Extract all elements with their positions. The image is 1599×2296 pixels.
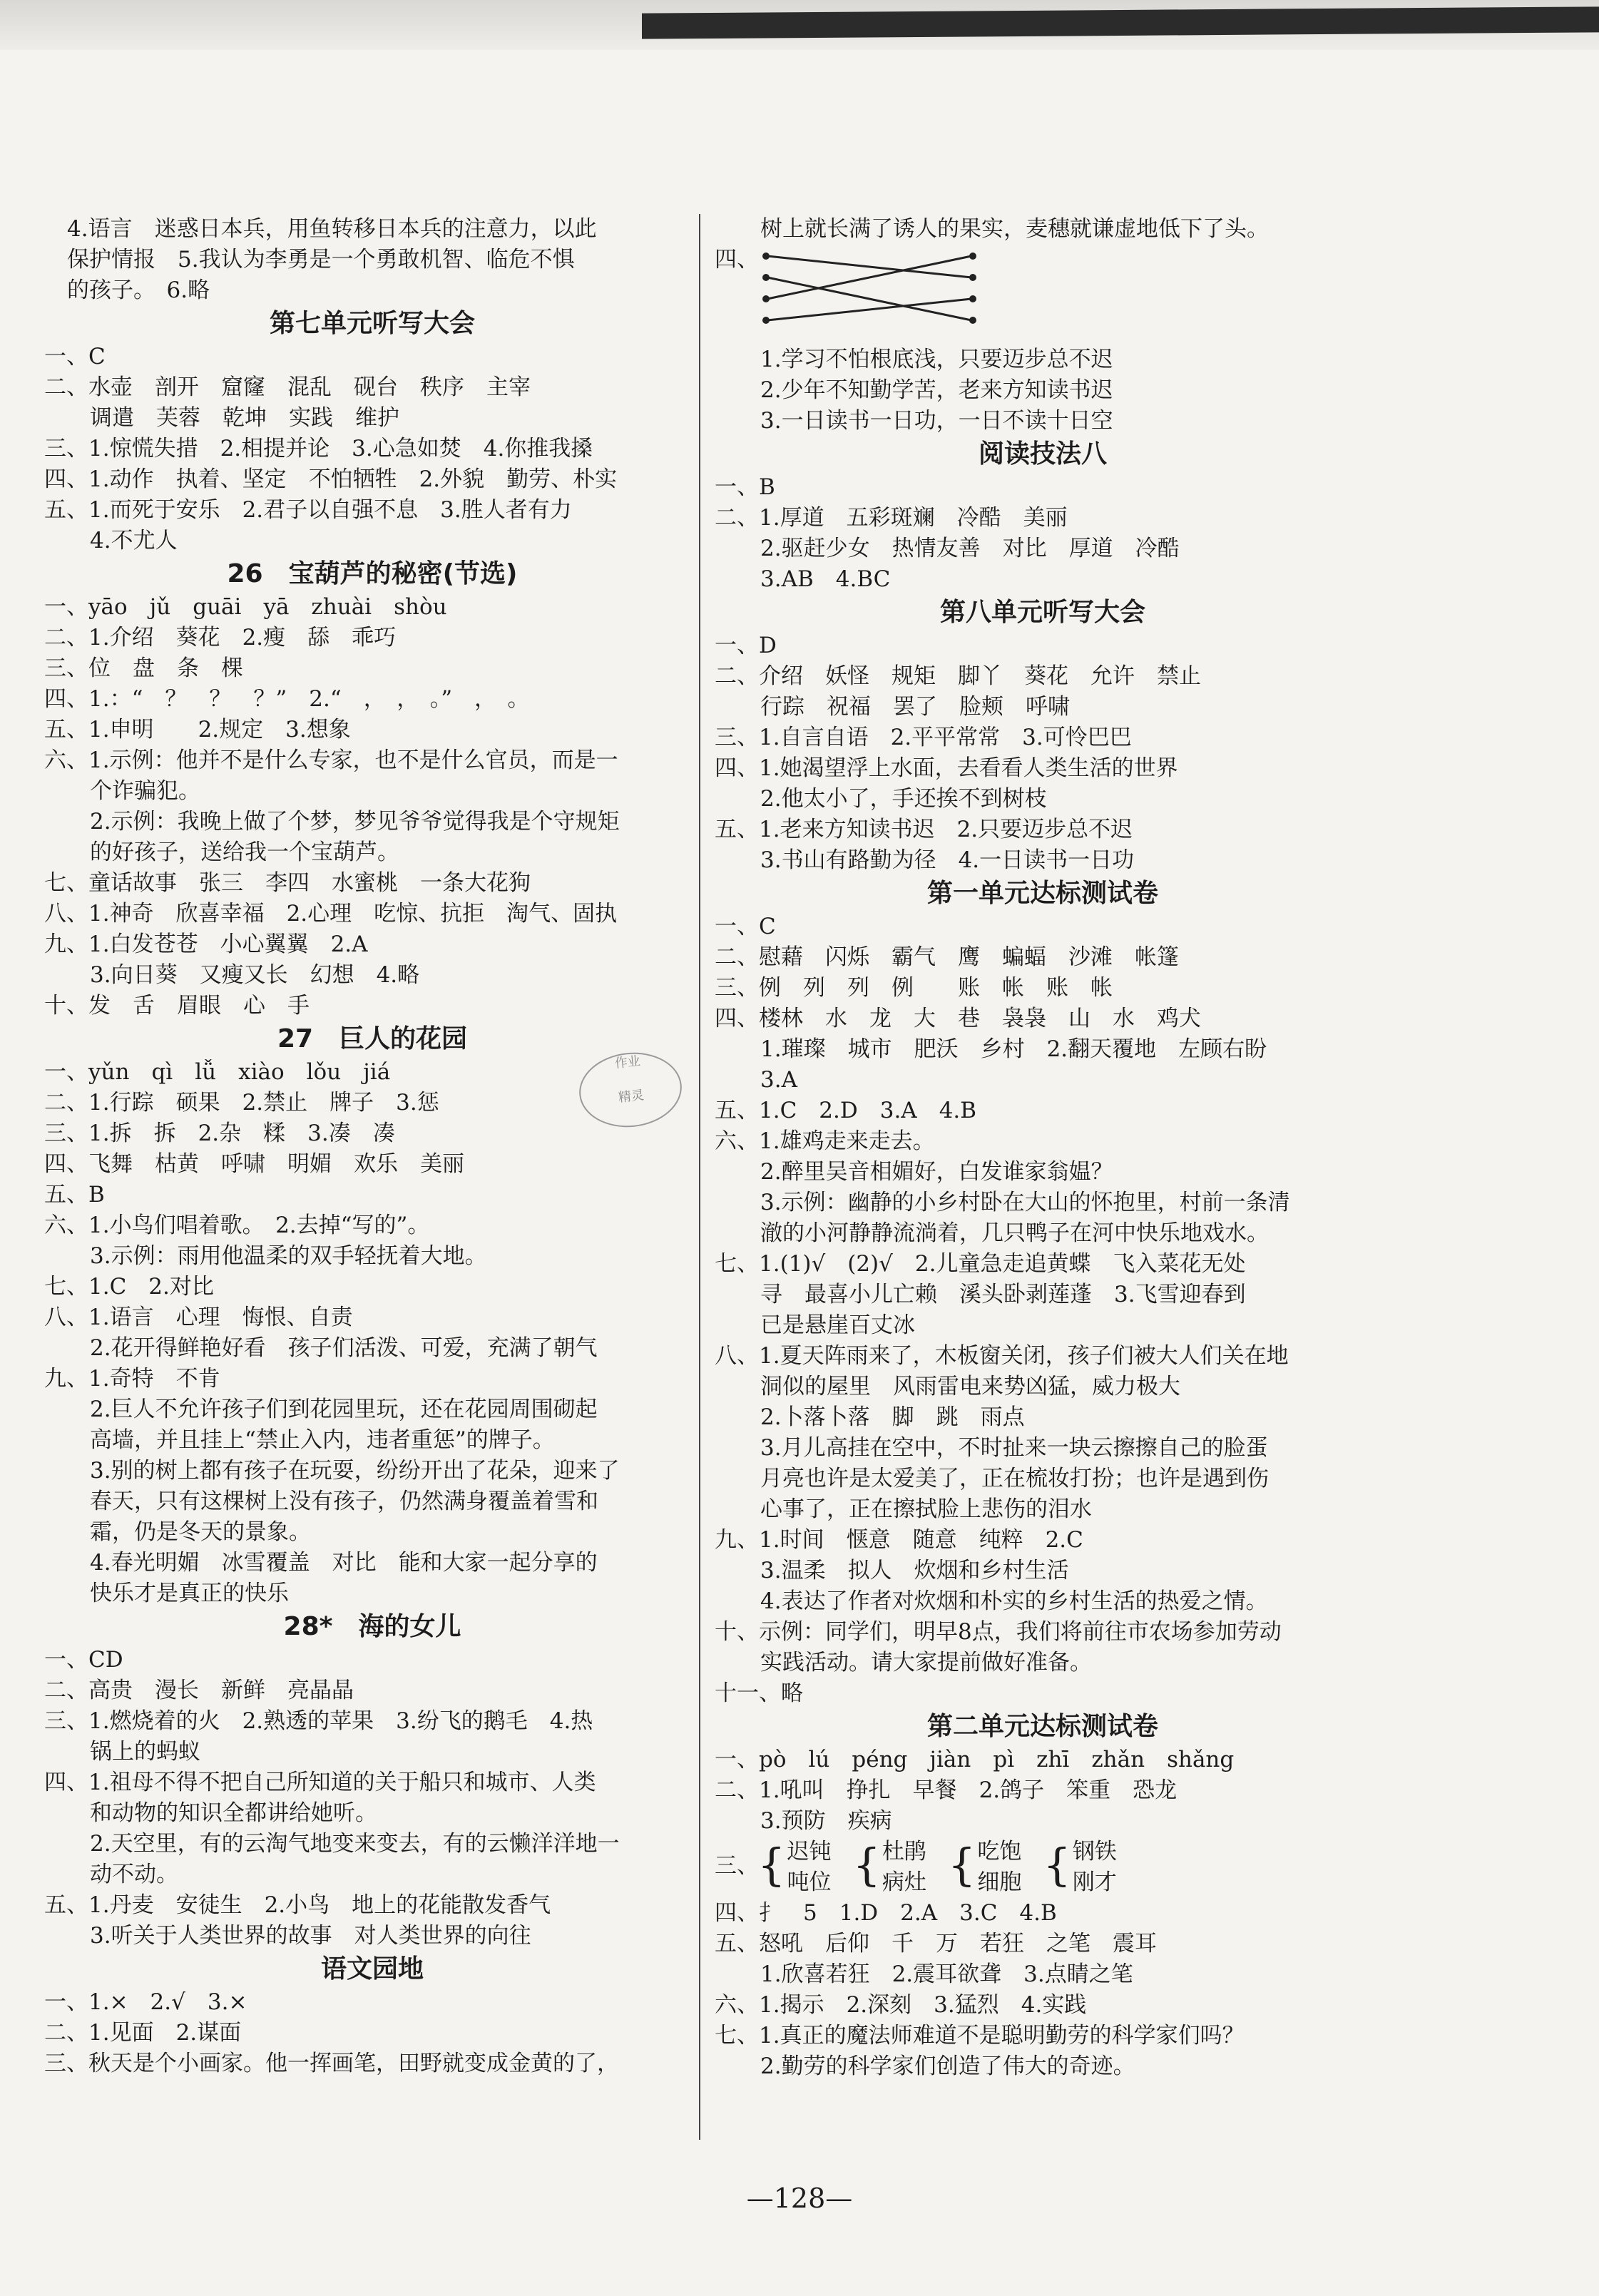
- brace-word: 刚才: [1072, 1869, 1117, 1895]
- brace-symbol: {: [757, 1839, 786, 1891]
- answer-line: 四、1.她渴望浮上水面，去看看人类生活的世界: [715, 755, 1178, 781]
- answer-line: 四、1.祖母不得不把自己所知道的关于船只和城市、人类: [44, 1770, 596, 1795]
- answer-line: 六、1.雄鸡走来走去。: [715, 1128, 935, 1154]
- matching-question: [715, 245, 1371, 345]
- answer-line: 二、1.厚道 五彩斑斓 冷酷 美丽: [715, 505, 1068, 531]
- answer-line: 一、1.× 2.√ 3.×: [44, 1989, 247, 2015]
- answer-line: 3.书山有路勤为径 4.一日读书一日功: [760, 847, 1135, 873]
- section-heading: 阅读技法八: [978, 439, 1107, 469]
- stamp-text-bottom: 精灵: [617, 1088, 645, 1106]
- brace-group: [852, 1837, 926, 1898]
- answer-line: 二、1.介绍 葵花 2.瘦 舔 乖巧: [44, 625, 397, 650]
- left-dot: [762, 317, 770, 324]
- answer-line: 八、1.语言 心理 悔恨、自责: [44, 1305, 353, 1330]
- answer-line: 三、1.燃烧着的火 2.熟透的苹果 3.纷飞的鹅毛 4.热: [44, 1708, 593, 1734]
- matching-lines-diagram: [757, 248, 986, 340]
- answer-line: 2.勤劳的科学家们创造了伟大的奇迹。: [760, 2053, 1135, 2079]
- answer-line: 三、秋天是个小画家。他一挥画笔，田野就变成金黄的了，: [44, 2051, 619, 2076]
- left-dot: [762, 274, 770, 281]
- answer-line: 的好孩子，送给我一个宝葫芦。: [90, 840, 399, 865]
- answer-line: 五、怒吼 后仰 千 万 若狂 之笔 震耳: [715, 1931, 1157, 1956]
- answer-line: 4.语言 迷惑日本兵，用鱼转移日本兵的注意力，以此: [67, 216, 597, 242]
- answer-line: 八、1.夏天阵雨来了，木板窗关闭，孩子们被大人们关在地: [715, 1343, 1289, 1369]
- section-heading: 第七单元听写大会: [269, 309, 475, 338]
- answer-line: 二、1.吼叫 挣扎 早餐 2.鸽子 笨重 恐龙: [715, 1777, 1177, 1803]
- answer-line: 二、慰藉 闪烁 霸气 鹰 蝙蝠 沙滩 帐篷: [715, 944, 1179, 970]
- answer-line: 二、水壶 剖开 窟窿 混乱 砚台 秩序 主宰: [44, 374, 531, 400]
- answer-line: 和动物的知识全都讲给她听。: [90, 1800, 377, 1826]
- answer-line: 四、飞舞 枯黄 呼啸 明媚 欢乐 美丽: [44, 1151, 464, 1177]
- answer-line: 锅上的蚂蚁: [90, 1739, 200, 1765]
- answer-line: 一、C: [44, 344, 106, 369]
- answer-line: 3.向日葵 又瘦又长 幻想 4.略: [90, 962, 420, 988]
- scan-top-edge: [0, 0, 1599, 50]
- answer-line: 1.学习不怕根底浅，只要迈步总不迟: [760, 347, 1113, 372]
- answer-line: 2.巨人不允许孩子们到花园里玩，还在花园周围砌起: [90, 1397, 598, 1422]
- brace-word: 吃饱: [977, 1839, 1022, 1864]
- answer-line: 3.示例：幽静的小乡村卧在大山的怀抱里，村前一条清: [760, 1190, 1290, 1215]
- answer-line: 十一、略: [715, 1680, 803, 1706]
- answer-line: 4.春光明媚 冰雪覆盖 对比 能和大家一起分享的: [90, 1550, 598, 1576]
- answer-line: 七、1.(1)√ (2)√ 2.儿童急走追黄蝶 飞入菜花无处: [715, 1251, 1246, 1277]
- answer-line: 一、C: [715, 914, 776, 939]
- answer-line: 九、1.时间 惬意 随意 纯粹 2.C: [715, 1527, 1083, 1553]
- answer-line: 2.驱赶少女 热情友善 对比 厚道 冷酷: [760, 536, 1180, 561]
- answer-line: 四、1.动作 执着、坚定 不怕牺牲 2.外貌 勤劳、朴实: [44, 466, 618, 492]
- brace-symbol: {: [1043, 1839, 1071, 1891]
- answer-line: 2.卜落卜落 脚 跳 雨点: [760, 1404, 1025, 1430]
- answer-line: 3.AB 4.BC: [760, 566, 891, 592]
- brace-word: 细胞: [977, 1869, 1022, 1895]
- answer-line: 4.不尤人: [90, 528, 178, 553]
- answer-line: 五、1.丹麦 安徒生 2.小鸟 地上的花能散发香气: [44, 1892, 551, 1918]
- answer-line: 3.听关于人类世界的故事 对人类世界的向往: [90, 1923, 531, 1949]
- answer-line: 月亮也许是太爱美了，正在梳妆打扮；也许是遇到伤: [760, 1466, 1269, 1491]
- answer-line: 4.表达了作者对炊烟和朴实的乡村生活的热爱之情。: [760, 1588, 1268, 1614]
- answer-line: 三、例 列 列 例 账 帐 账 帐: [715, 975, 1113, 1001]
- brace-symbol: {: [852, 1839, 881, 1891]
- answer-line: 心事了，正在擦拭脸上悲伤的泪水: [760, 1496, 1092, 1522]
- answer-line: 四、扌 5 1.D 2.A 3.C 4.B: [715, 1900, 1057, 1926]
- brace-word: 迟钝: [787, 1839, 832, 1864]
- brace-word: 钢铁: [1072, 1839, 1117, 1864]
- answer-line: 一、yǔn qì lǚ xiào lǒu jiá: [44, 1059, 391, 1085]
- matching-line: [767, 256, 971, 277]
- answer-line: 二、高贵 漫长 新鲜 亮晶晶: [44, 1678, 354, 1703]
- answer-line: 快乐才是真正的快乐: [90, 1581, 289, 1606]
- answer-line: 动不动。: [90, 1862, 178, 1887]
- answer-line: 五、1.C 2.D 3.A 4.B: [715, 1098, 977, 1123]
- answer-line: 2.花开得鲜艳好看 孩子们活泼、可爱，充满了朝气: [90, 1335, 598, 1361]
- right-column: [715, 214, 1371, 2082]
- brace-group: [757, 1837, 831, 1898]
- right-dot: [969, 252, 976, 260]
- answer-line: 3.温柔 拟人 炊烟和乡村生活: [760, 1558, 1069, 1583]
- answer-line: 树上就长满了诱人的果实，麦穗就谦虚地低下了头。: [760, 216, 1269, 242]
- answer-line: 一、B: [715, 474, 775, 500]
- brace-word: 病灶: [882, 1869, 926, 1895]
- section-heading: 第二单元达标测试卷: [926, 1712, 1158, 1741]
- brace-symbol: {: [947, 1839, 976, 1891]
- answer-line: 行踪 祝福 罢了 脸颊 呼啸: [760, 694, 1070, 720]
- answer-line: 2.少年不知勤学苦，老来方知读书迟: [760, 377, 1113, 403]
- answer-line: 澈的小河静静流淌着，几只鸭子在河中快乐地戏水。: [760, 1220, 1269, 1246]
- answer-line: 四、1.：“ ？ ？ ？” 2.“ ， ， 。” ， 。: [44, 686, 530, 712]
- left-column: [44, 214, 700, 2079]
- answer-line: 五、1.申明 2.规定 3.想象: [44, 717, 351, 743]
- answer-line: 三、1.自言自语 2.平平常常 3.可怜巴巴: [715, 725, 1132, 750]
- answer-line: 六、1.揭示 2.深刻 3.猛烈 4.实践: [715, 1992, 1087, 2018]
- answer-line: 八、1.神奇 欣喜幸福 2.心理 吃惊、抗拒 淘气、固执: [44, 901, 618, 927]
- answer-line: 九、1.白发苍苍 小心翼翼 2.A: [44, 932, 368, 957]
- answer-line: 一、D: [715, 633, 777, 658]
- answer-line: 二、1.见面 2.谋面: [44, 2020, 242, 2046]
- answer-line: 五、1.老来方知读书迟 2.只要迈步总不迟: [715, 817, 1133, 842]
- answer-line: 霜，仍是冬天的景象。: [90, 1519, 311, 1545]
- answer-line: 3.预防 疾病: [760, 1808, 892, 1834]
- section-heading: 第八单元听写大会: [939, 598, 1145, 627]
- column-divider: [699, 214, 700, 2140]
- right-dot: [969, 295, 976, 302]
- answer-line: 五、B: [44, 1182, 105, 1208]
- answer-line: 3.A: [760, 1067, 797, 1093]
- answer-line: 洞似的屋里 风雨雷电来势凶猛，威力极大: [760, 1374, 1180, 1399]
- section-heading: 28* 海的女儿: [283, 1612, 461, 1641]
- brace-word: 吨位: [787, 1869, 832, 1895]
- answer-line: 七、1.C 2.对比: [44, 1274, 214, 1300]
- answer-line: 六、1.小鸟们唱着歌。 2.去掉“写的”。: [44, 1213, 430, 1238]
- answer-line: 3.月儿高挂在空中，不时扯来一块云擦擦自己的脸蛋: [760, 1435, 1268, 1461]
- answer-line: 的孩子。 6.略: [67, 277, 210, 303]
- answer-line: 2.醉里吴音相媚好，白发谁家翁媪？: [760, 1159, 1113, 1185]
- answer-line: 五、1.而死于安乐 2.君子以自强不息 3.胜人者有力: [44, 497, 572, 523]
- brace-word: 杜鹃: [882, 1839, 926, 1864]
- matching-line: [767, 256, 971, 299]
- answer-line: 寻 最喜小儿亡赖 溪头卧剥莲蓬 3.飞雪迎春到: [760, 1282, 1246, 1307]
- answer-line: 已是悬崖百丈冰: [760, 1312, 915, 1338]
- answer-line: 七、童话故事 张三 李四 水蜜桃 一条大花狗: [44, 870, 531, 896]
- answer-line: 一、yāo jǔ guāi yā zhuài shòu: [44, 594, 447, 620]
- answer-line: 一、CD: [44, 1647, 123, 1673]
- section-heading: 26 宝葫芦的秘密(节选): [227, 559, 518, 588]
- answer-line: 1.璀璨 城市 肥沃 乡村 2.翻天覆地 左顾右盼: [760, 1036, 1267, 1062]
- right-dot: [969, 274, 976, 281]
- answer-line: 三、1.拆 拆 2.杂 糅 3.凑 凑: [44, 1121, 395, 1146]
- left-dot: [762, 252, 770, 260]
- answer-line: 二、介绍 妖怪 规矩 脚丫 葵花 允许 禁止: [715, 663, 1201, 689]
- answer-line: 2.示例：我晚上做了个梦，梦见爷爷觉得我是个守规矩: [90, 809, 620, 835]
- right-dot: [969, 317, 976, 324]
- answer-line: 三、1.惊慌失措 2.相提并论 3.心急如焚 4.你推我搡: [44, 436, 593, 461]
- matching-label: 四、: [715, 247, 759, 272]
- answer-line: 四、楼林 水 龙 大 巷 袅袅 山 水 鸡犬: [715, 1006, 1201, 1031]
- answer-line: 高墙，并且挂上“禁止入内，违者重惩”的牌子。: [90, 1427, 555, 1453]
- answer-line: 3.示例：雨用他温柔的双手轻抚着大地。: [90, 1243, 487, 1269]
- scan-shadow: [642, 6, 1599, 39]
- brace-group: [948, 1837, 1021, 1898]
- answer-line: 一、pò lú péng jiàn pì zhī zhǎn shǎng: [715, 1747, 1235, 1772]
- answer-line: 九、1.奇特 不肯: [44, 1366, 220, 1392]
- answer-line: 三、位 盘 条 棵: [44, 655, 243, 681]
- section-heading: 27 巨人的花园: [277, 1024, 468, 1053]
- answer-line: 七、1.真正的魔法师难道不是聪明勤劳的科学家们吗？: [715, 2023, 1245, 2048]
- section-heading: 第一单元达标测试卷: [926, 879, 1158, 908]
- answer-line: 3.别的树上都有孩子在玩耍，纷纷开出了花朵，迎来了: [90, 1458, 620, 1484]
- section-heading: 语文园地: [320, 1954, 424, 1984]
- matching-line: [767, 277, 971, 320]
- answer-line: 2.天空里，有的云淘气地变来变去，有的云懒洋洋地一: [90, 1831, 620, 1857]
- answer-line: 保护情报 5.我认为李勇是一个勇敢机智、临危不惧: [67, 247, 575, 272]
- answer-line: 六、1.示例：他并不是什么专家，也不是什么官员，而是一: [44, 748, 618, 773]
- brace-group: [1043, 1837, 1116, 1898]
- answer-line: 二、1.行踪 硕果 2.禁止 牌子 3.惩: [44, 1090, 439, 1116]
- brace-question: [715, 1837, 1371, 1898]
- brace-label: 三、: [715, 1853, 759, 1879]
- stamp-text-top: 作业: [613, 1053, 641, 1072]
- answer-line: 春天，只有这棵树上没有孩子，仍然满身覆盖着雪和: [90, 1489, 598, 1514]
- answer-line: 1.欣喜若狂 2.震耳欲聋 3.点睛之笔: [760, 1961, 1133, 1987]
- answer-line: 调遣 芙蓉 乾坤 实践 维护: [90, 405, 399, 431]
- left-dot: [762, 295, 770, 302]
- answer-line: 实践活动。请大家提前做好准备。: [760, 1650, 1092, 1675]
- answer-line: 个诈骗犯。: [90, 778, 200, 804]
- answer-line: 十、发 舌 眉眼 心 手: [44, 993, 310, 1019]
- answer-line: 十、示例：同学们，明早8点，我们将前往市农场参加劳动: [715, 1619, 1282, 1645]
- matching-line: [767, 299, 971, 320]
- answer-line: 2.他太小了，手还挨不到树枝: [760, 786, 1047, 812]
- page-number: —128—: [746, 2183, 853, 2214]
- answer-line: 3.一日读书一日功，一日不读十日空: [760, 408, 1113, 434]
